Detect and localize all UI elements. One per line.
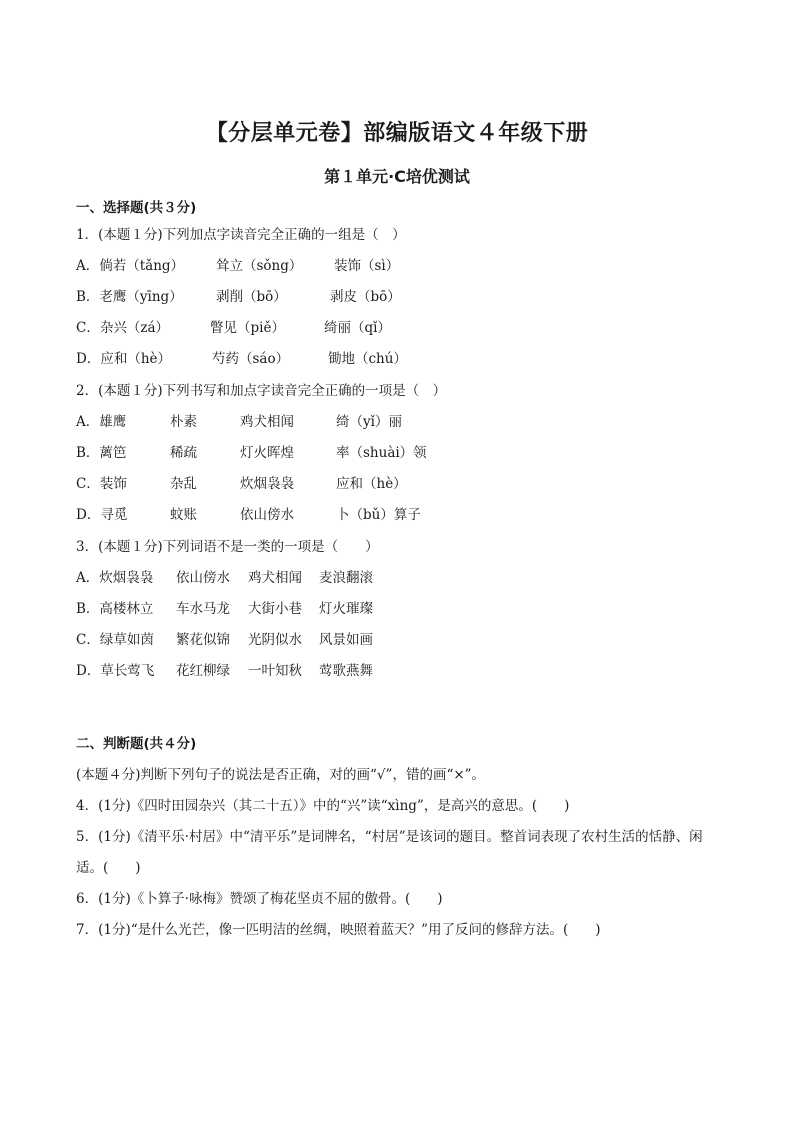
option-part: B．老鹰（yīng） <box>76 289 183 305</box>
question-3-stem: 3．(本题１分)下列词语不是一类的一项是（ ） <box>76 539 379 555</box>
option-part: A．雄鹰 <box>76 414 127 430</box>
option-part: 卜（bǔ）算子 <box>336 507 421 523</box>
question-1-stem: 1．(本题１分)下列加点字读音完全正确的一组是（ ） <box>76 227 406 243</box>
option-part: C．装饰 <box>76 476 127 492</box>
option-part: 一叶知秋 <box>248 663 302 679</box>
option-part: 繁花似锦 <box>176 632 230 648</box>
question-5-line-1: 5．(1分)《清平乐·村居》中“清平乐”是词牌名，“村居”是该词的题目。整首词表现了农村生活的恬静、闲 <box>76 829 703 845</box>
question-4: 4．(1分)《四时田园杂兴（其二十五）》中的“兴”读“xìng”，是高兴的意思。( ) <box>76 798 570 814</box>
option-part: 应和（hè） <box>336 476 407 492</box>
option-part: 炊烟袅袅 <box>240 476 294 492</box>
option-part: B．蓠笆 <box>76 445 127 461</box>
option-part: 鸡犬相闻 <box>240 414 294 430</box>
section-heading-choice: 一、选择题(共３分) <box>76 200 197 216</box>
section-heading-judgment: 二、判断题(共４分) <box>76 736 197 752</box>
option-part: 鸡犬相闻 <box>248 570 302 586</box>
option-part: D．寻觅 <box>76 507 128 523</box>
question-6: 6．(1分)《卜算子·咏梅》赞颂了梅花坚贞不屈的傲骨。( ) <box>76 891 443 907</box>
option-part: 灯火晖煌 <box>240 445 294 461</box>
option-part: 绮丽（qǐ） <box>324 320 391 336</box>
option-part: 装饰（sì） <box>334 258 400 274</box>
option-part: A．炊烟袅袅 <box>76 570 154 586</box>
question-5-line-2: 适。( ) <box>76 860 141 876</box>
option-part: 剥削（bō） <box>216 289 287 305</box>
option-part: D．草长莺飞 <box>76 663 155 679</box>
option-part: 芍药（sáo） <box>212 351 290 367</box>
option-part: 瞥见（piě） <box>210 320 285 336</box>
option-part: 稀疏 <box>170 445 197 461</box>
option-part: 花红柳绿 <box>176 663 230 679</box>
option-part: 大街小巷 <box>248 601 302 617</box>
option-part: 依山傍水 <box>240 507 294 523</box>
question-7: 7．(1分)“是什么光芒，像一匹明洁的丝绸，映照着蓝天？”用了反问的修辞方法。( ) <box>76 922 601 938</box>
option-part: 车水马龙 <box>176 601 230 617</box>
option-part: 灯火璀璨 <box>319 601 373 617</box>
option-part: 朴素 <box>170 414 197 430</box>
option-part: A．倘若（tǎng） <box>76 258 185 274</box>
option-part: 耸立（sǒng） <box>216 258 303 274</box>
option-part: 莺歌燕舞 <box>319 663 373 679</box>
option-part: 蚊账 <box>170 507 197 523</box>
question-2-stem: 2．(本题１分)下列书写和加点字读音完全正确的一项是（ ） <box>76 383 447 399</box>
judgment-intro: (本题４分)判断下列句子的说法是否正确，对的画“√”，错的画“×”。 <box>76 767 486 783</box>
option-part: 杂乱 <box>170 476 197 492</box>
option-part: 风景如画 <box>319 632 373 648</box>
option-part: D．应和（hè） <box>76 351 172 367</box>
option-part: 率（shuài）领 <box>336 445 427 461</box>
option-part: C．杂兴（zá） <box>76 320 169 336</box>
option-part: 剥皮（bō） <box>330 289 401 305</box>
option-part: 绮（yǐ）丽 <box>336 414 402 430</box>
option-part: B．高楼林立 <box>76 601 154 617</box>
option-part: 依山傍水 <box>176 570 230 586</box>
option-part: 光阴似水 <box>248 632 302 648</box>
option-part: 锄地（chú） <box>328 351 407 367</box>
page-title: 【分层单元卷】部编版语文４年级下册 <box>205 121 589 146</box>
option-part: C．绿草如茵 <box>76 632 154 648</box>
page-subtitle: 第１单元·C培优测试 <box>324 167 470 186</box>
option-part: 麦浪翻滚 <box>319 570 373 586</box>
